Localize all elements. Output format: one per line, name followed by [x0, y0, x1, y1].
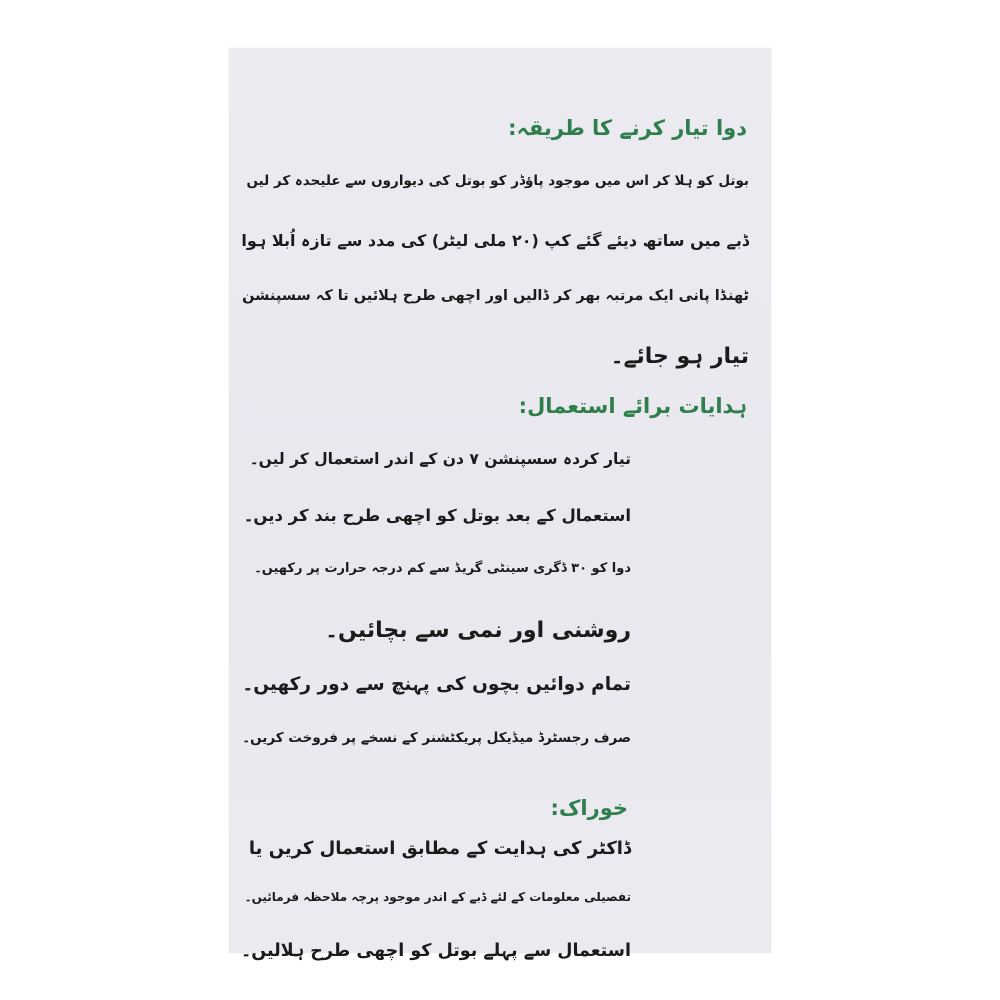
- directions-heading: ہدایات برائے استعمال:: [518, 394, 747, 418]
- directions-line-4: روشنی اور نمی سے بچائیں۔: [325, 618, 631, 643]
- preparation-line-4: تیار ہو جائے۔: [610, 344, 749, 369]
- directions-line-6: صرف رجسٹرڈ میڈیکل پریکٹشنر کے نسخے پر فروخت کریں۔: [242, 730, 631, 746]
- directions-line-3: دوا کو ۳۰ ڈگری سینٹی گریڈ سے کم درجہ حرارت پر رکھیں۔: [254, 561, 631, 576]
- preparation-heading: دوا تیار کرنے کا طریقہ:: [508, 116, 747, 140]
- dosage-line-3: استعمال سے پہلے بوتل کو اچھی طرح ہلالیں۔: [240, 941, 631, 961]
- directions-line-2: استعمال کے بعد بوتل کو اچھی طرح بند کر دیں۔: [243, 506, 631, 525]
- instruction-card: [229, 48, 771, 961]
- directions-line-5: تمام دوائیں بچوں کی پہنچ سے دور رکھیں۔: [242, 674, 631, 695]
- preparation-line-1: بوتل کو ہلا کر اس میں موجود پاؤڈر کو بوتل کی دیواروں سے علیحدہ کر لیں: [246, 173, 749, 189]
- preparation-line-3: ٹھنڈا پانی ایک مرتبہ بھر کر ڈالیں اور اچھی طرح ہلائیں تا کہ سسپنشن: [242, 288, 749, 304]
- directions-line-1: تیار کردہ سسپنشن ۷ دن کے اندر استعمال کر لیں۔: [249, 450, 631, 468]
- dosage-line-2: تفصیلی معلومات کے لئے ڈبے کے اندر موجود پرچہ ملاحظہ فرمائیں۔: [244, 890, 631, 904]
- dosage-line-1: ڈاکٹر کی ہدایت کے مطابق استعمال کریں یا: [248, 838, 631, 859]
- preparation-line-2: ڈبے میں ساتھ دیئے گئے کپ (۲۰ ملی لیٹر) کی مدد سے تازہ اُبلا ہوا: [241, 231, 749, 250]
- dosage-heading: خوراک:: [550, 796, 628, 820]
